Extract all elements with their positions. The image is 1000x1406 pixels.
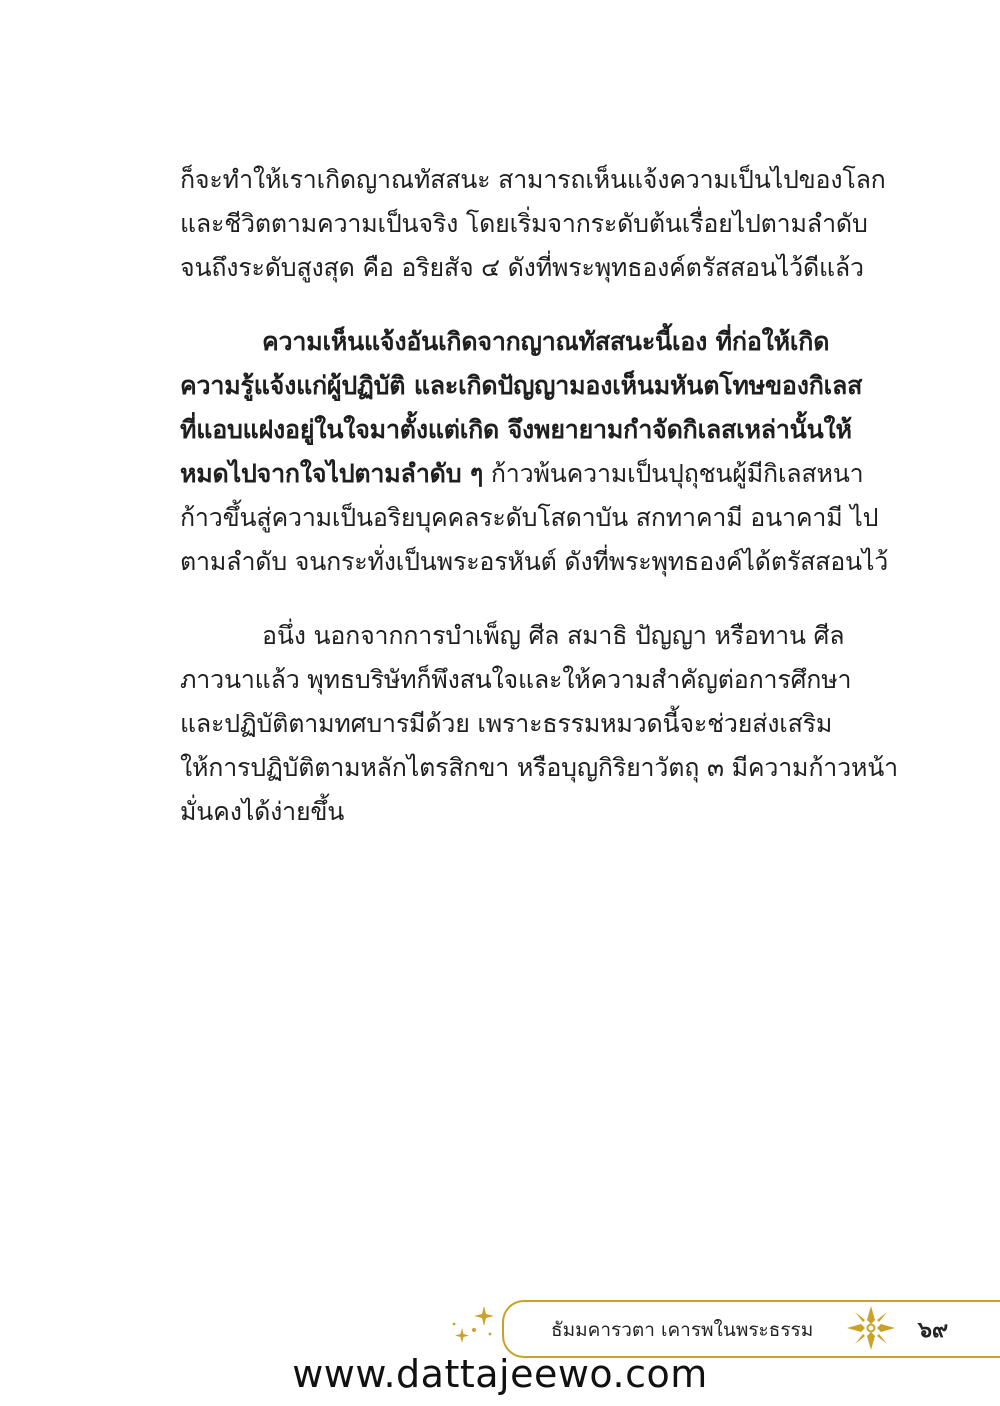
paragraph-spacer <box>180 584 848 614</box>
body-text <box>180 158 898 834</box>
page-number: ๖๙ <box>918 1318 949 1343</box>
paragraph-2-line-4-bold: หมดไปจากใจไปตามลำดับ ๆ <box>180 459 484 488</box>
paragraph-1-line-1: ก็จะทำให้เราเกิดญาณทัสสนะ สามารถเห็นแจ้งความเป็นไปของโลก <box>180 165 886 194</box>
paragraph-3-line-2: ภาวนาแล้ว พุทธบริษัทก็พึงสนใจและให้ความสำคัญต่อการศึกษา <box>180 665 852 694</box>
paragraph-3-line-4: ให้การปฏิบัติตามหลักไตรสิกขา หรือบุญกิริยาวัตถุ ๓ มีความก้าวหน้า <box>180 753 898 782</box>
footer-book-title: ธัมมคารวตา เคารพในพระธรรม <box>551 1319 814 1341</box>
paragraph-2-line-5: ก้าวขึ้นสู่ความเป็นอริยบุคคลระดับโสดาบัน สกทาคามี อนาคามี ไป <box>180 503 879 532</box>
paragraph-3-line-1: อนึ่ง นอกจากการบำเพ็ญ ศีล สมาธิ ปัญญา หรือทาน ศีล <box>262 621 845 650</box>
paragraph-3-line-5: มั่นคงได้ง่ายขึ้น <box>180 797 345 826</box>
paragraph-2-line-2: ความรู้แจ้งแก่ผู้ปฏิบัติ และเกิดปัญญามองเห็นมหันตโทษของกิเลส <box>180 371 863 400</box>
paragraph-2-line-4-rest: ก้าวพ้นความเป็นปุถุชนผู้มีกิเลสหนา <box>483 459 864 488</box>
sparkle-ornament-icon <box>446 1300 502 1356</box>
paragraph-2-line-1: ความเห็นแจ้งอันเกิดจากญาณทัสสนะนี้เอง ที่ก่อให้เกิด <box>262 327 830 356</box>
flower-ornament-icon <box>843 1302 899 1354</box>
paragraph-2-line-6: ตามลำดับ จนกระทั่งเป็นพระอรหันต์ ดังที่พระพุทธองค์ได้ตรัสสอนไว้ <box>180 547 889 576</box>
paragraph-2-line-4 <box>180 452 864 496</box>
paragraph-2-line-3: ที่แอบแฝงอยู่ในใจมาตั้งแต่เกิด จึงพยายามกำจัดกิเลสเหล่านั้นให้ <box>180 415 852 444</box>
website-url: www.dattajeewo.com <box>292 1352 708 1396</box>
paragraph-spacer <box>180 290 848 320</box>
paragraph-1-line-2: และชีวิตตามความเป็นจริง โดยเริ่มจากระดับต้นเรื่อยไปตามลำดับ <box>180 209 868 238</box>
paragraph-1-line-3: จนถึงระดับสูงสุด คือ อริยสัจ ๔ ดังที่พระพุทธองค์ตรัสสอนไว้ดีแล้ว <box>180 253 864 282</box>
paragraph-3-line-3: และปฏิบัติตามทศบารมีด้วย เพราะธรรมหมวดนี้จะช่วยส่งเสริม <box>180 709 833 738</box>
